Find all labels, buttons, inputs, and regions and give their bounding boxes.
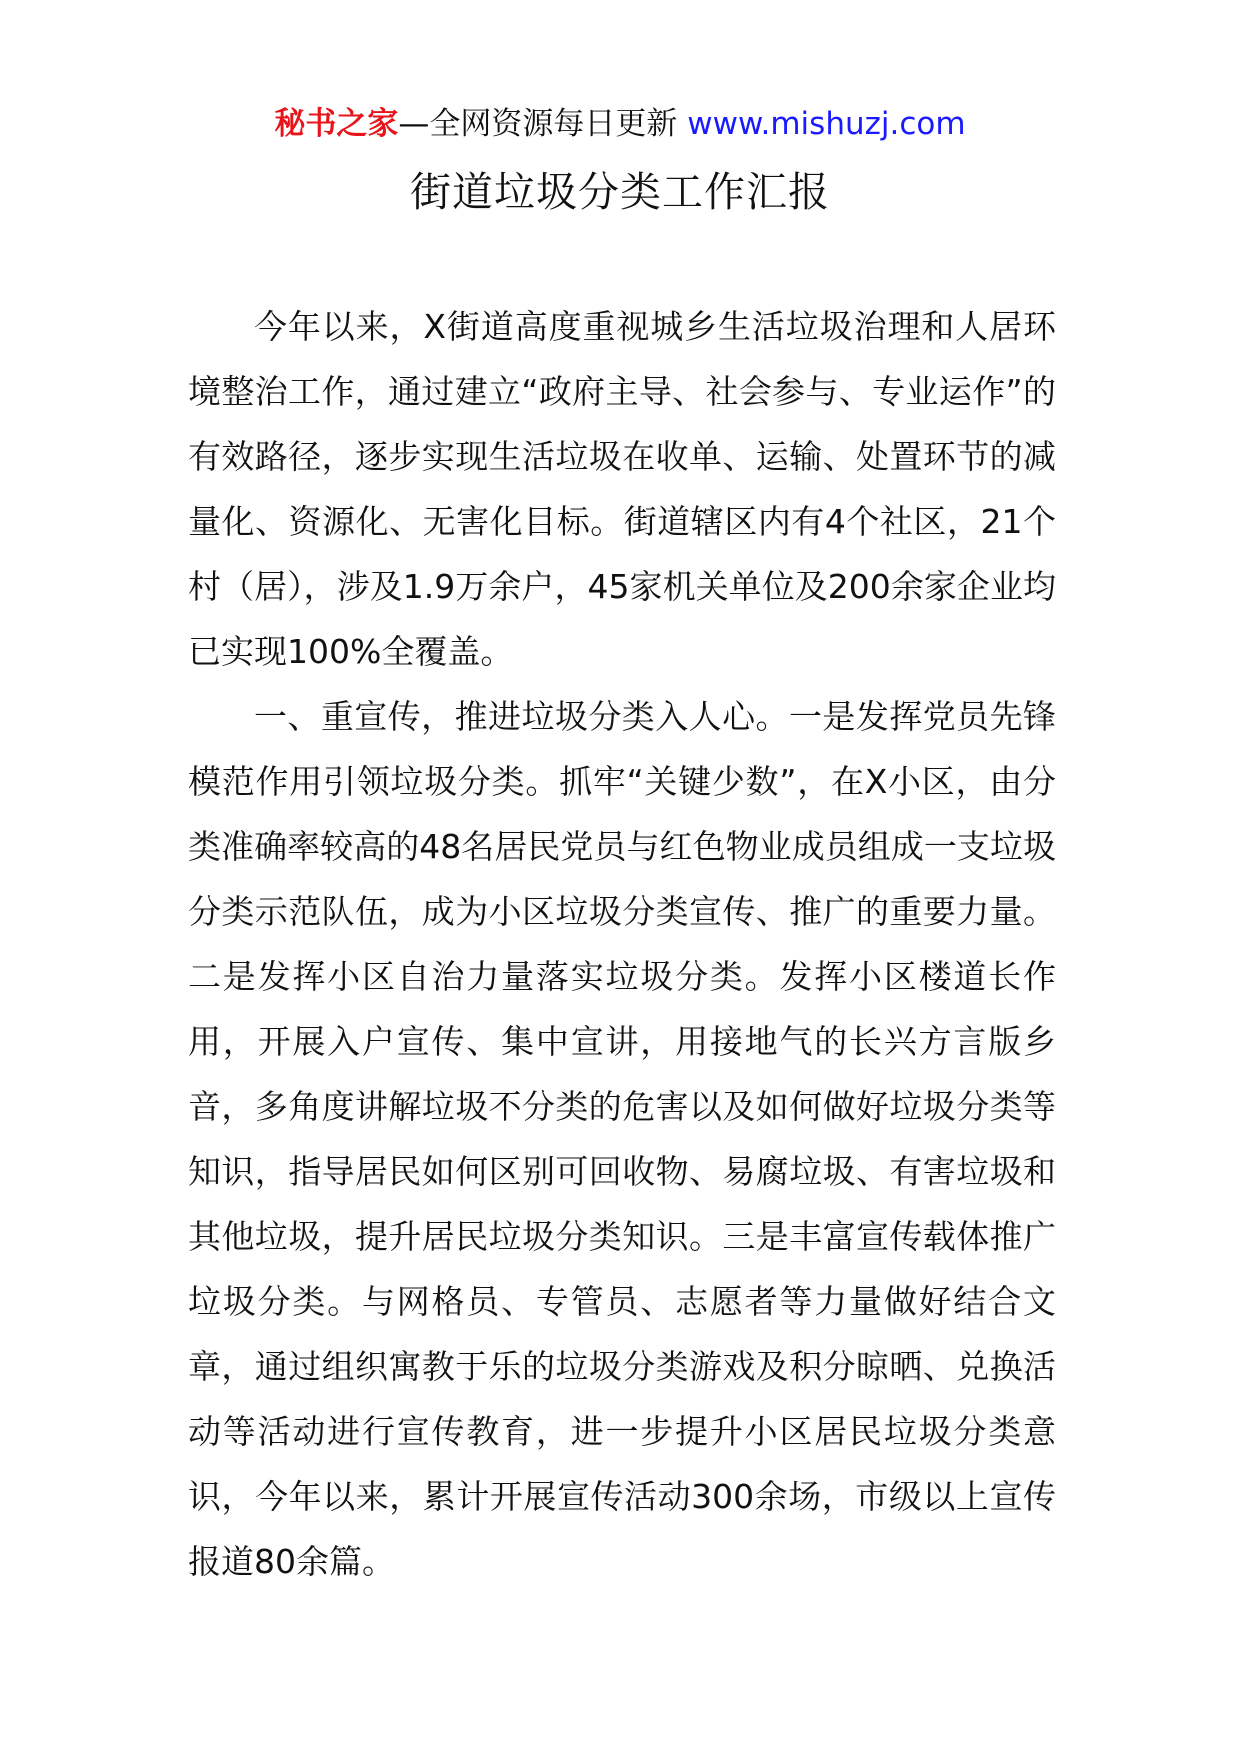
intro-paragraph: 今年以来，X街道高度重视城乡生活垃圾治理和人居环境整治工作，通过建立“政府主导、社会参与、专业运作”的有效路径，逐步实现生活垃圾在收单、运输、处置环节的减量化、资源化、无害化目标。街道辖区内有4个社区，21个村（居），涉及1.9万余户，45家机关单位及200余家企业均已实现100%全覆盖。 [188, 307, 1056, 671]
document-title: 街道垃圾分类工作汇报 [410, 168, 830, 216]
header-slogan: —全网资源每日更新 [398, 106, 688, 142]
brand-name: 秘书之家 [274, 106, 399, 142]
site-url-link[interactable]: www.mishuzj.com [687, 106, 966, 142]
section-one-paragraph: 一、重宣传，推进垃圾分类入人心。一是发挥党员先锋模范作用引领垃圾分类。抓牢“关键少数”，在X小区，由分类准确率较高的48名居民党员与红色物业成员组成一支垃圾分类示范队伍，成为小区垃圾分类宣传、推广的重要力量。二是发挥小区自治力量落实垃圾分类。发挥小区楼道长作用，开展入户宣传、集中宣讲，用接地气的长兴方言版乡音，多角度讲解垃圾不分类的危害以及如何做好垃圾分类等知识，指导居民如何区别可回收物、易腐垃圾、有害垃圾和其他垃圾，提升居民垃圾分类知识。三是丰富宣传载体推广垃圾分类。与网格员、专管员、志愿者等力量做好结合文章，通过组织寓教于乐的垃圾分类游戏及积分晾晒、兑换活动等活动进行宣传教育，进一步提升小区居民垃圾分类意识，今年以来，累计开展宣传活动300余场，市级以上宣传报道80余篇。 [188, 697, 1056, 1581]
site-header [0, 100, 1240, 148]
document-body [188, 294, 1056, 1594]
